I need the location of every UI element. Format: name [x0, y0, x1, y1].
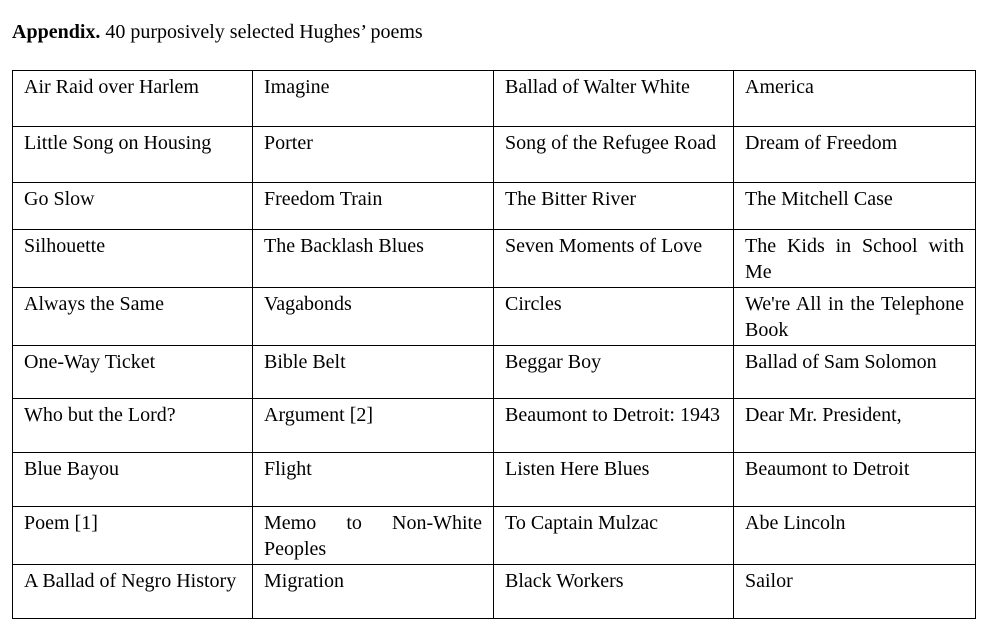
table-row: [13, 288, 976, 346]
poem-cell: Listen Here Blues: [494, 453, 734, 507]
poem-cell: Memo to Non-White Peoples: [253, 507, 494, 565]
caption-text: 40 purposively selected Hughes’ poems: [100, 21, 423, 43]
poem-cell: Freedom Train: [253, 183, 494, 230]
poem-cell: Song of the Refugee Road: [494, 127, 734, 183]
table-row: [13, 127, 976, 183]
poem-cell: Little Song on Housing: [13, 127, 253, 183]
table-row: [13, 565, 976, 619]
poem-cell: The Mitchell Case: [734, 183, 976, 230]
poem-cell: A Ballad of Negro History: [13, 565, 253, 619]
poem-cell: Beggar Boy: [494, 346, 734, 399]
table-row: [13, 183, 976, 230]
poem-cell: We're All in the Telephone Book: [734, 288, 976, 346]
poem-cell: Circles: [494, 288, 734, 346]
table-row: [13, 71, 976, 127]
table-row: [13, 453, 976, 507]
table-row: [13, 399, 976, 453]
poem-cell: Flight: [253, 453, 494, 507]
poem-cell: One-Way Ticket: [13, 346, 253, 399]
poem-cell: Beaumont to Detroit: 1943: [494, 399, 734, 453]
poem-cell: Always the Same: [13, 288, 253, 346]
poem-cell: Dream of Freedom: [734, 127, 976, 183]
poem-cell: Black Workers: [494, 565, 734, 619]
caption-label: Appendix.: [12, 21, 101, 43]
poem-cell: Abe Lincoln: [734, 507, 976, 565]
poem-cell: America: [734, 71, 976, 127]
poem-cell: Beaumont to Detroit: [734, 453, 976, 507]
poem-cell: Silhouette: [13, 230, 253, 288]
poem-cell: Ballad of Sam Solomon: [734, 346, 976, 399]
poem-cell: The Bitter River: [494, 183, 734, 230]
poem-cell: To Captain Mulzac: [494, 507, 734, 565]
poem-cell: Sailor: [734, 565, 976, 619]
poem-cell: Seven Moments of Love: [494, 230, 734, 288]
table-row: [13, 346, 976, 399]
poem-cell: Porter: [253, 127, 494, 183]
poem-cell: Who but the Lord?: [13, 399, 253, 453]
poem-cell: Bible Belt: [253, 346, 494, 399]
poem-cell: Go Slow: [13, 183, 253, 230]
poem-cell: Air Raid over Harlem: [13, 71, 253, 127]
poem-cell: The Backlash Blues: [253, 230, 494, 288]
poem-cell: Vagabonds: [253, 288, 494, 346]
poem-cell: Argument [2]: [253, 399, 494, 453]
poem-cell: The Kids in School with Me: [734, 230, 976, 288]
appendix-caption: [12, 19, 423, 45]
poem-cell: Dear Mr. President,: [734, 399, 976, 453]
table-row: [13, 507, 976, 565]
table-row: [13, 230, 976, 288]
poems-table: [12, 70, 976, 619]
poem-cell: Blue Bayou: [13, 453, 253, 507]
poem-cell: Ballad of Walter White: [494, 71, 734, 127]
poem-cell: Poem [1]: [13, 507, 253, 565]
poem-cell: Imagine: [253, 71, 494, 127]
poem-cell: Migration: [253, 565, 494, 619]
